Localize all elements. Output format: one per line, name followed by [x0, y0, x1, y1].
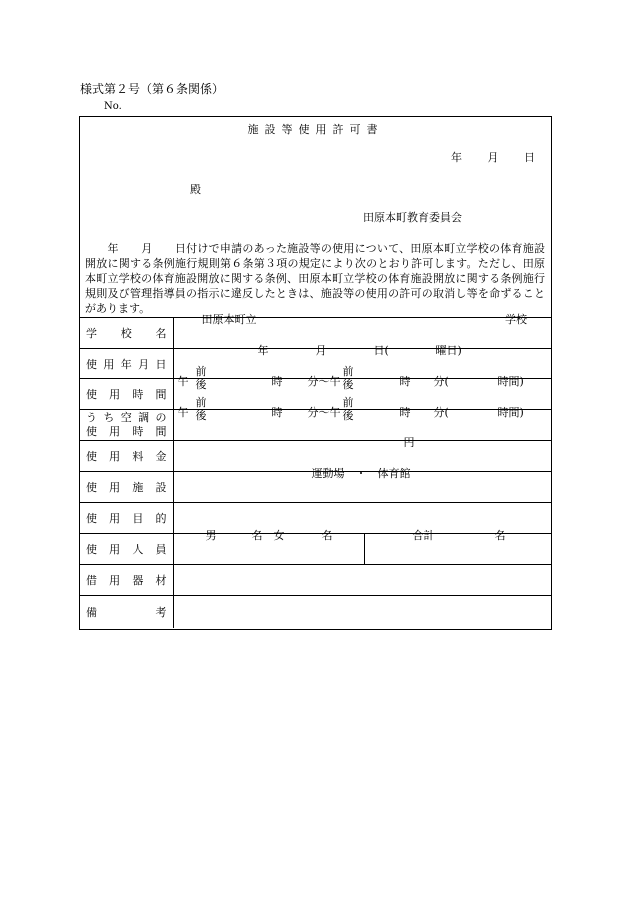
permit-statement: 年 月 日付けで申請のあった施設等の使用について、田原本町立学校の体育施設開放に関する条例施行規則第６条第３項の規定により次のとおり許可します。ただし、田原本町立学校の体育施設開放に関する条例、田原本町立学校の体育施設開放に関する条例施行規則及び管理指導員の指示に違反したときは、施設等の使用の許可の取消し等を命ずることがあります。 [85, 242, 545, 315]
people-mei-2: 名 [321, 529, 333, 542]
date-year: 年 [257, 344, 269, 357]
time-ampm-2 [343, 365, 354, 391]
row-purpose [80, 503, 551, 534]
school-suffix: 学校 [505, 313, 527, 326]
row-people [80, 534, 551, 565]
ac-am-2: 前 [342, 396, 354, 409]
ac-hours: 時間) [497, 406, 524, 419]
fee-yen: 円 [403, 436, 415, 449]
label-date: 使用年月日 [80, 349, 173, 379]
pm-2: 後 [342, 378, 354, 391]
label-ac-1: うち空調の [86, 411, 167, 424]
number-label: No. [104, 101, 122, 112]
value-school[interactable] [173, 313, 551, 349]
ac-min-2: 分( [433, 406, 449, 419]
row-facility [80, 472, 551, 503]
permit-details-table [80, 313, 551, 628]
people-total: 合計 [412, 529, 435, 542]
value-time[interactable] [173, 365, 551, 410]
date-day: 日( [373, 344, 389, 357]
people-mei-3: 名 [494, 529, 506, 542]
ac-ampm-2 [343, 396, 354, 422]
school-prefix: 田原本町立 [201, 313, 257, 326]
people-mei-1: 名 [251, 529, 263, 542]
issuer: 田原本町教育委員会 [363, 211, 462, 224]
ac-pm-1: 後 [195, 409, 207, 422]
time-go-1: 午 [177, 375, 189, 388]
label-time: 使用時間 [80, 379, 173, 410]
date-month: 月 [315, 344, 327, 357]
year-label: 年 [451, 151, 462, 164]
people-male: 男 [205, 529, 217, 542]
value-people-total[interactable] [364, 529, 551, 565]
label-people: 使用人員 [80, 534, 173, 565]
ac-min-sep: 分〜午 [307, 406, 341, 419]
time-hours: 時間) [497, 375, 524, 388]
day-label: 日 [524, 151, 535, 164]
label-fee: 使用料金 [80, 441, 173, 472]
label-remarks: 備考 [80, 596, 173, 628]
value-date[interactable] [173, 344, 551, 379]
label-facility: 使用施設 [80, 472, 173, 503]
time-hour-2: 時 [399, 375, 411, 388]
value-ac-time[interactable] [173, 396, 551, 441]
time-hour-1: 時 [271, 375, 283, 388]
value-equipment[interactable] [173, 565, 551, 596]
label-ac-time [80, 410, 173, 441]
ac-go-1: 午 [177, 406, 189, 419]
label-ac-2: 使用時間 [86, 425, 167, 438]
label-equipment: 借用器材 [80, 565, 173, 596]
people-female: 女 [273, 529, 285, 542]
value-remarks[interactable] [173, 596, 551, 628]
ac-hour-1: 時 [271, 406, 283, 419]
am-1: 前 [195, 365, 207, 378]
ac-am-1: 前 [195, 396, 207, 409]
ac-pm-2: 後 [342, 409, 354, 422]
facility-options: 運動場 ・ 体育館 [311, 467, 411, 480]
permit-form [79, 116, 552, 630]
time-ampm-1 [196, 365, 207, 391]
ac-hour-2: 時 [399, 406, 411, 419]
issue-date [429, 149, 535, 165]
row-ac-time [80, 410, 551, 441]
value-people-gender[interactable] [173, 529, 364, 565]
label-purpose: 使用目的 [80, 503, 173, 534]
form-reference: 様式第２号（第６条関係） [80, 82, 225, 96]
time-min-2: 分( [433, 375, 449, 388]
row-equipment [80, 565, 551, 596]
ac-ampm-1 [196, 396, 207, 422]
am-2: 前 [342, 365, 354, 378]
addressee: 殿 [190, 183, 201, 196]
month-label: 月 [487, 151, 499, 164]
form-title: 施設等使用許可書 [247, 123, 384, 136]
row-remarks [80, 596, 551, 628]
value-facility[interactable] [173, 467, 551, 503]
date-weekday: 曜日) [435, 344, 462, 357]
pm-1: 後 [195, 378, 207, 391]
label-school: 学校名 [80, 318, 173, 349]
time-min-sep: 分〜午 [307, 375, 341, 388]
